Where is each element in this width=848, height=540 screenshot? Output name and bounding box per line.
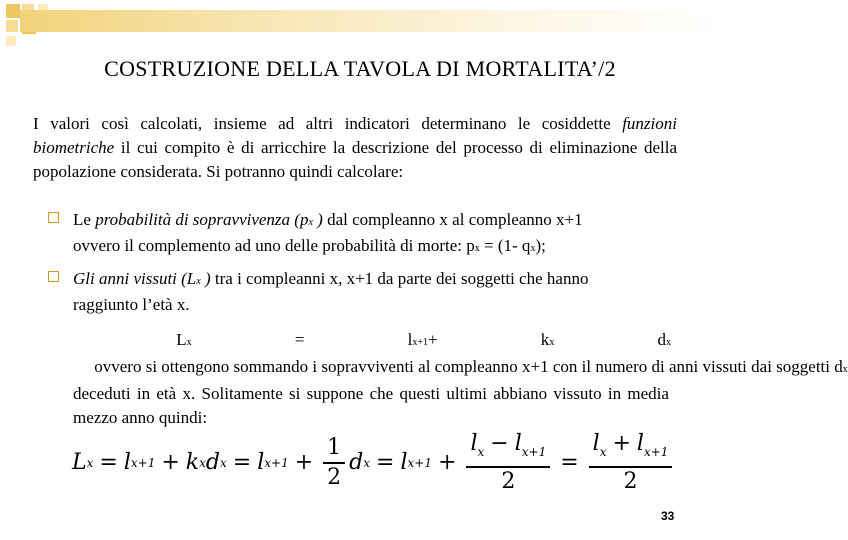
subscript: x+1 [521,445,547,459]
subscript: x [549,337,555,348]
bullet-italic: probabilità di sopravvivenza (p [95,210,309,229]
intro-text-end: il cui compito è di arricchire la descrizione del processo di eliminazione della popolazione considerata. Si potranno quindi calcolare: [33,138,677,181]
corner-square [6,36,16,46]
fraction-numerator [466,430,550,466]
para-text: d [554,330,667,349]
subscript: x [220,455,227,470]
subscript: x [199,455,206,470]
subscript: x [196,276,201,287]
corner-square [6,20,18,32]
subscript: x+1 [643,445,669,459]
formula-operator: + [438,450,457,476]
intro-paragraph [33,112,677,184]
subscript: x [599,445,607,459]
subscript: x [842,364,848,375]
bullet-square-icon [48,271,59,282]
subscript: x [86,455,94,470]
subscript: x [186,337,192,348]
formula-symbol: l [470,431,478,456]
fraction-denominator: 2 [501,468,516,494]
formula-symbol: k [185,450,200,476]
bullet-line2-b: = (1- q [479,236,531,255]
bullet-italic-end: ) [312,210,323,229]
formula-symbol: l [257,450,265,476]
para-text: = l [191,330,413,349]
bullet-line2-c: ); [535,236,546,255]
formula-symbol: d [205,450,220,476]
corner-square [6,4,20,18]
bullet-line1: dal compleanno x al compleanno x+1 [322,210,583,229]
explanation-paragraph [73,328,848,430]
bullet-text [73,267,673,316]
formula-operator: − [490,431,509,456]
fraction-difference [466,430,550,496]
formula-symbol: l [123,450,131,476]
formula-symbol: d [349,450,364,476]
formula-operator: + [161,450,180,476]
subscript: x+1 [407,455,432,470]
bullet-years-lived [48,267,673,316]
para-text: L [176,330,187,349]
intro-text: I valori così calcolati, insieme ad altri indicatori determinano le cosiddette [33,114,623,133]
bullet-line1: tra i compleanni x, x+1 da parte dei soggetti che hanno [210,269,589,288]
subscript: x [363,455,371,470]
para-text: + k [428,330,550,349]
fraction-denominator: 2 [623,468,638,494]
bullet-italic-end: ) [200,269,211,288]
bullet-text [73,208,673,260]
para-text: deceduti in età x. Solitamente si suppone che questi ultimi abbiano vissuto in media mezzo anno quindi: [73,384,669,427]
bullet-square-icon [48,212,59,223]
fraction-numerator [589,430,673,466]
formula-operator: = [560,450,579,476]
formula-symbol: l [514,431,522,456]
fraction-sum [589,430,673,496]
bullet-lead: Le [73,210,96,229]
formula [72,430,676,496]
subscript: x [474,243,480,254]
formula-operator: + [612,431,631,456]
subscript: x [530,243,536,254]
subscript: x+1 [264,455,289,470]
subscript: x+1 [130,455,156,470]
bullet-italic: Gli anni vissuti (L [73,269,197,288]
formula-operator: + [294,450,314,476]
formula-symbol: l [592,431,600,456]
slide-title: COSTRUZIONE DELLA TAVOLA DI MORTALITA’/2 [104,56,616,81]
formula-symbol: l [400,450,408,476]
fraction-half [323,434,345,492]
page-number: 33 [661,509,675,523]
para-text: ovvero si ottengono sommando i sopravviventi al compleanno x+1 con il numero di anni vissuti dai soggetti d [73,357,843,376]
subscript: x [308,217,313,228]
bullet-line2: raggiunto l’età x. [73,295,190,314]
intro-italic: funzioni biometriche [33,114,677,157]
fraction-denominator: 2 [327,464,342,490]
fraction-numerator: 1 [327,435,342,460]
bullet-survival-probability [48,208,673,260]
subscript: x [666,337,672,348]
formula-operator: = [376,450,395,476]
formula-operator: = [232,450,252,476]
header-bar [20,10,720,32]
formula-symbol: L [72,450,87,476]
subscript: x [477,445,485,459]
bullet-line2: ovvero il complemento ad uno delle probabilità di morte: p [73,236,475,255]
formula-symbol: l [636,431,644,456]
subscript: x+1 [412,337,428,348]
formula-operator: = [99,450,118,476]
